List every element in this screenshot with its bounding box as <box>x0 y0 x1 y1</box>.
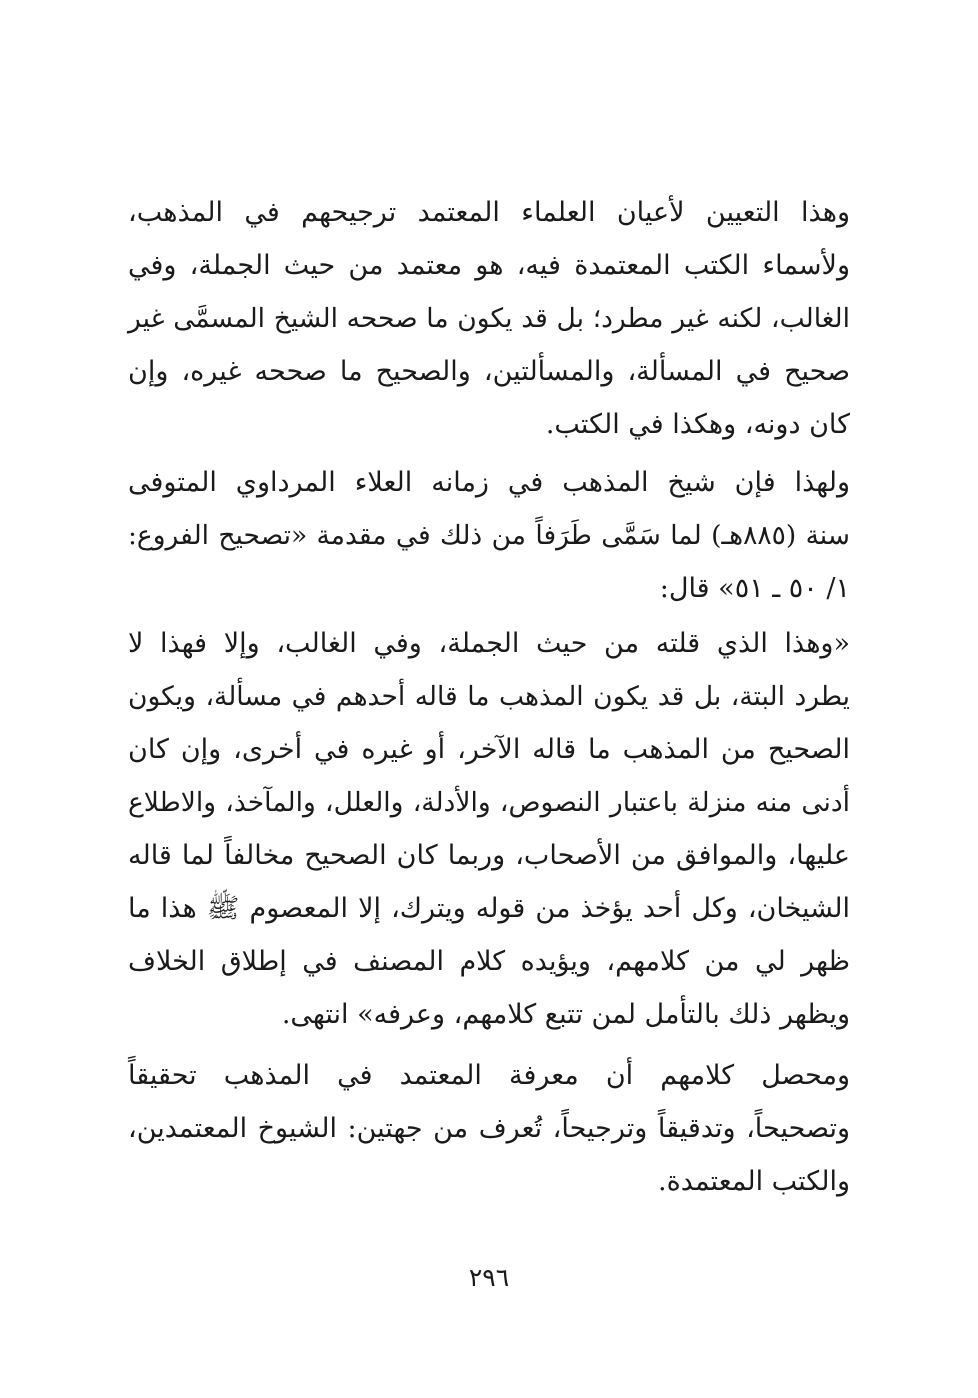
paragraph-line: ويظهر ذلك بالتأمل لمن تتبع كلامهم، وعرفه» انتهى. <box>281 999 850 1030</box>
paragraph-line: وهذا التعيين لأعيان العلماء المعتمد ترجيحهم في المذهب، <box>128 197 850 228</box>
paragraph-line: ولهذا فإن شيخ المذهب في زمانه العلاء المرداوي المتوفى <box>128 467 850 498</box>
paragraph-line: ومحصل كلامهم أن معرفة المعتمد في المذهب تحقيقاً <box>128 1060 850 1091</box>
paragraph-line: الصحيح من المذهب ما قاله الآخر، أو غيره في أخرى، وإن كان <box>128 734 850 765</box>
paragraph-line: عليها، والموافق من الأصحاب، وربما كان الصحيح مخالفاً لما قاله <box>128 840 850 871</box>
paragraph-line: الشيخان، وكل أحد يؤخذ من قوله ويترك، إلا المعصوم ﷺ هذا ما <box>128 893 850 924</box>
paragraph-line: ظهر لي من كلامهم، ويؤيده كلام المصنف في إطلاق الخلاف <box>128 946 850 977</box>
paragraph-line: والكتب المعتمدة. <box>658 1166 850 1197</box>
paragraph-line: «وهذا الذي قلته من حيث الجملة، وفي الغالب، وإلا فهذا لا <box>128 628 850 659</box>
paragraph-line: كان دونه، وهكذا في الكتب. <box>545 409 850 440</box>
paragraph-2 <box>128 456 850 615</box>
paragraph-line: أدنى منه منزلة باعتبار النصوص، والأدلة، والعلل، والمآخذ، والاطلاع <box>128 787 850 818</box>
paragraph-line: سنة (٨٨٥هـ) لما سَمَّى طَرَفاً من ذلك في مقدمة «تصحيح الفروع: <box>128 520 850 551</box>
paragraph-line: ١/ ٥٠ ـ ٥١» قال: <box>659 573 850 604</box>
paragraph-line: صحيح في المسألة، والمسألتين، والصحيح ما صححه غيره، وإن <box>128 356 850 387</box>
paragraph-line: وتصحيحاً، وتدقيقاً وترجيحاً، تُعرف من جهتين: الشيوخ المعتمدين، <box>128 1113 850 1144</box>
paragraph-1 <box>128 186 850 451</box>
paragraph-line: يطرد البتة، بل قد يكون المذهب ما قاله أحدهم في مسألة، ويكون <box>128 681 850 712</box>
quotation-paragraph <box>128 617 850 1041</box>
paragraph-line: الغالب، لكنه غير مطرد؛ بل قد يكون ما صححه الشيخ المسمَّى غير <box>128 303 850 334</box>
paragraph-line: ولأسماء الكتب المعتمدة فيه، هو معتمد من حيث الجملة، وفي <box>128 250 850 281</box>
paragraph-4 <box>128 1049 850 1208</box>
page-number: ٢٩٦ <box>468 1263 510 1292</box>
